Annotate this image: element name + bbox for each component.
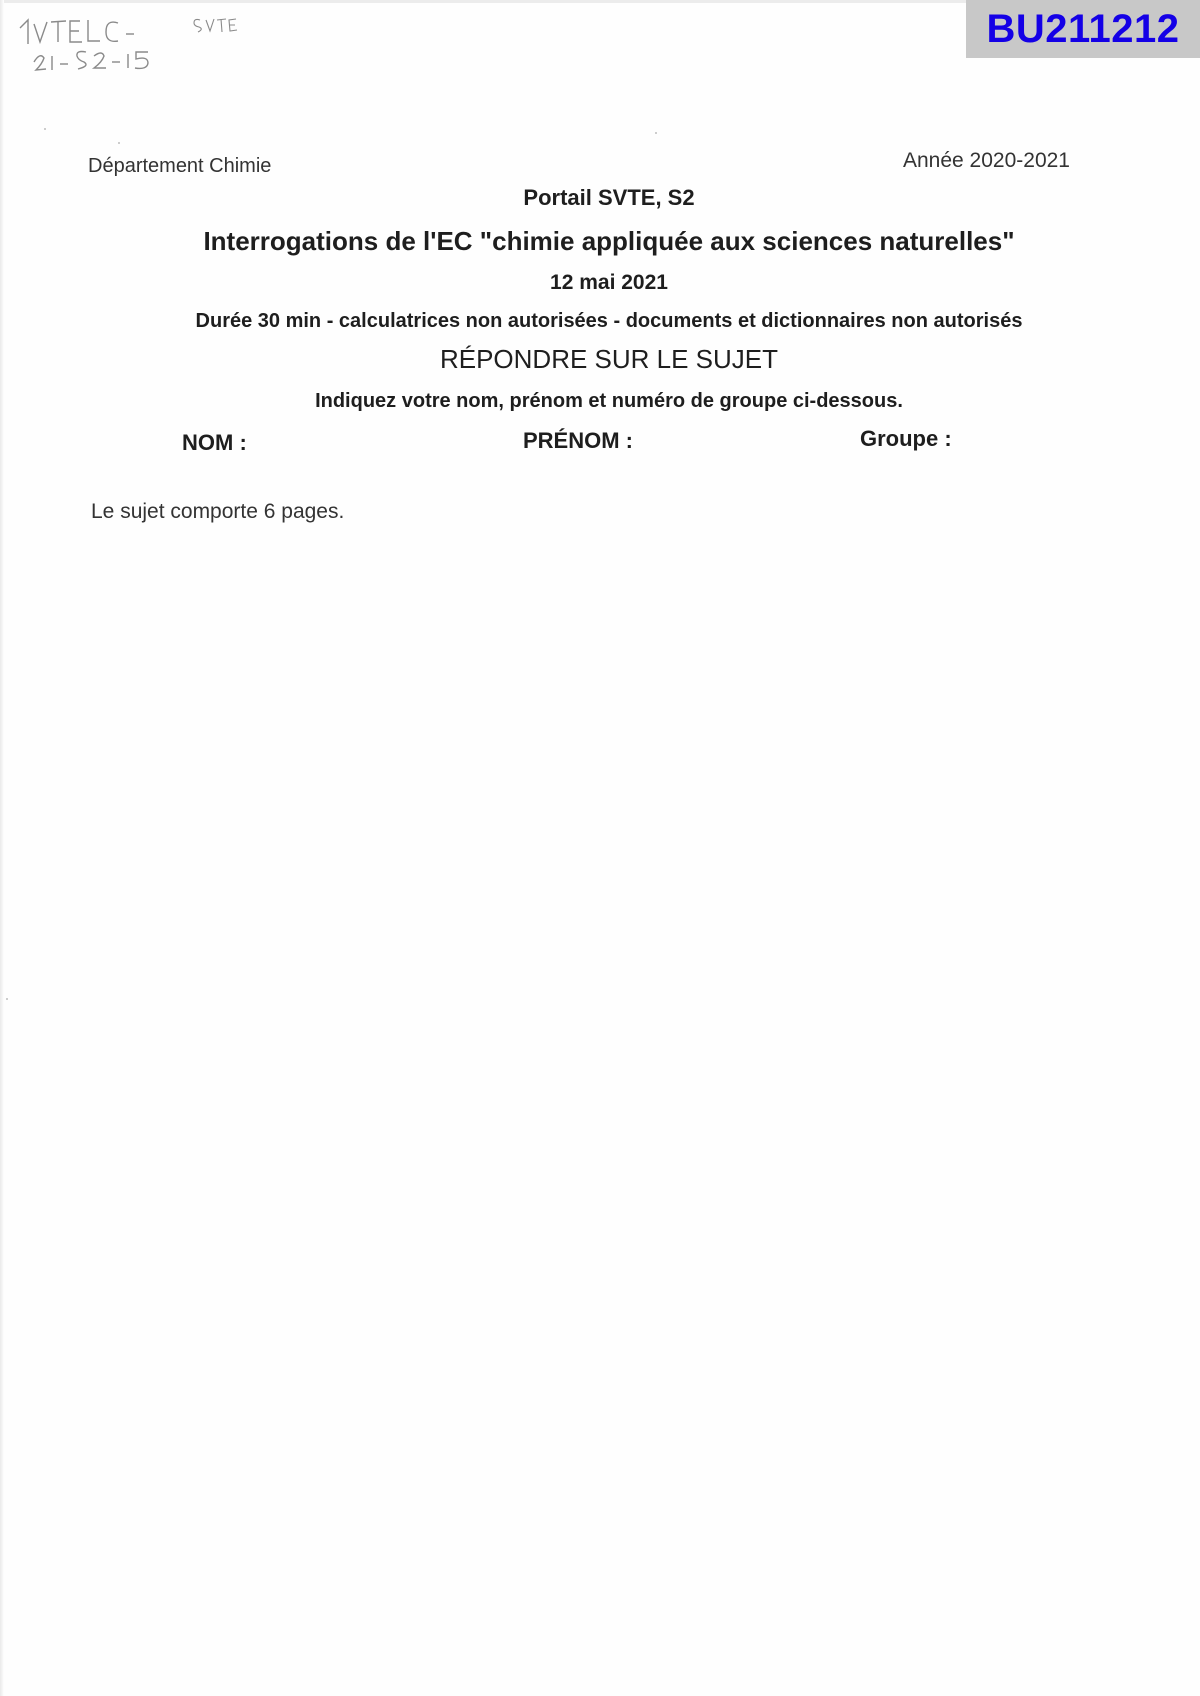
exam-date: 12 mai 2021 bbox=[550, 271, 668, 294]
portail-label: Portail SVTE, S2 bbox=[523, 185, 695, 210]
exam-rules: Durée 30 min - calculatrices non autorisées - documents et dictionnaires non autorisés bbox=[195, 310, 1023, 332]
pages-note: Le sujet comporte 6 pages. bbox=[91, 500, 345, 523]
academic-year: Année 2020-2021 bbox=[903, 149, 1070, 172]
stamp-code: BU211212 bbox=[986, 6, 1180, 51]
groupe-field-label: Groupe : bbox=[860, 426, 952, 451]
scan-speck bbox=[655, 132, 657, 134]
document-code-stamp bbox=[966, 0, 1200, 58]
prenom-field-label: PRÉNOM : bbox=[523, 428, 633, 453]
scan-speck bbox=[44, 128, 46, 130]
exam-title: Interrogations de l'EC "chimie appliquée aux sciences naturelles" bbox=[203, 226, 1015, 256]
handwriting-drawing bbox=[14, 6, 254, 76]
scan-speck bbox=[6, 998, 8, 1000]
answer-instruction: RÉPONDRE SUR LE SUJET bbox=[439, 344, 779, 374]
nom-field-label: NOM : bbox=[182, 430, 247, 455]
scan-speck bbox=[118, 142, 120, 144]
department-label: Département Chimie bbox=[88, 155, 272, 177]
handwritten-annotation bbox=[14, 6, 254, 76]
identify-instruction: Indiquez votre nom, prénom et numéro de groupe ci-dessous. bbox=[315, 390, 903, 412]
